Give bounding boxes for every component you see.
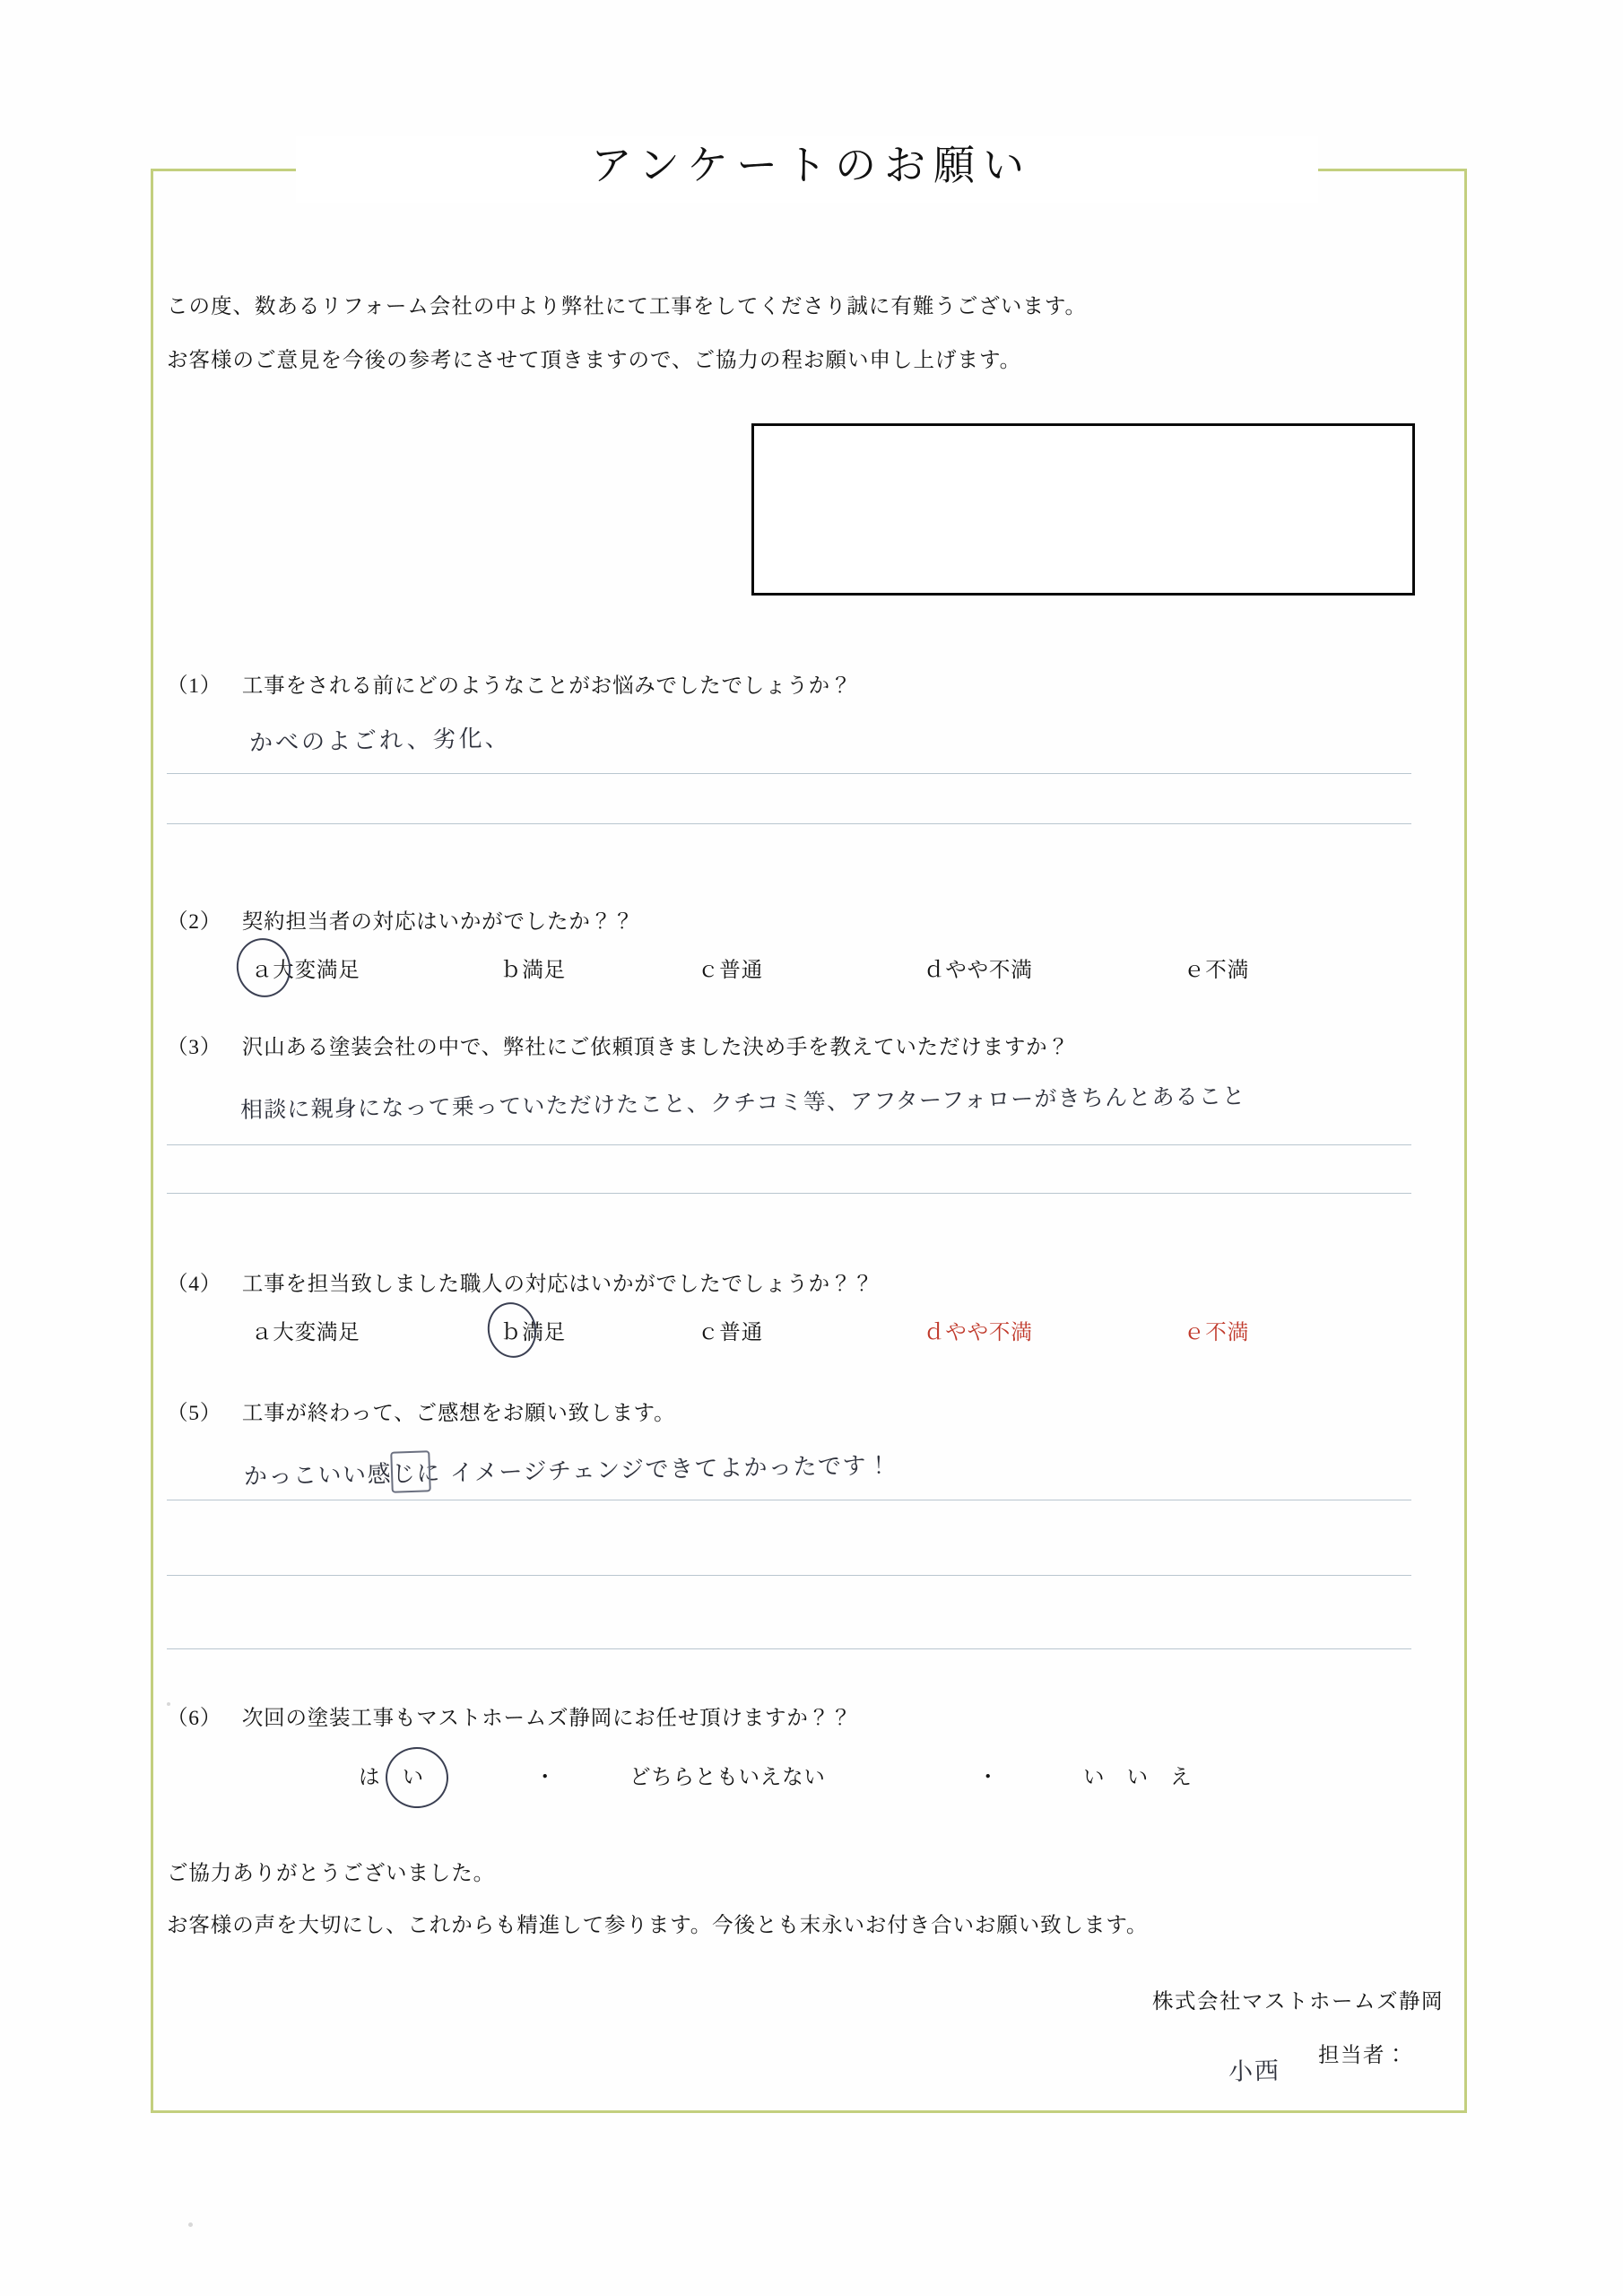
option-separator-1: ・ [534, 1766, 557, 1789]
option-2-a[interactable]: ａ大変満足 [251, 959, 360, 982]
option-4-c[interactable]: ｃ普通 [698, 1321, 763, 1344]
answer-rule [167, 1144, 1411, 1145]
question-5 [167, 1396, 675, 1426]
customer-name-box[interactable] [751, 423, 1415, 596]
option-2-e[interactable]: ｅ不満 [1184, 959, 1249, 982]
staff-name-handwriting: 小西 [1228, 2057, 1281, 2086]
option-2-d[interactable]: ｄやや不満 [924, 959, 1033, 982]
answer-rule [167, 823, 1411, 824]
staff-label: 担当者： [1318, 2044, 1408, 2067]
answer-rule [167, 1648, 1411, 1649]
question-1 [167, 668, 852, 699]
intro-paragraph [167, 280, 1404, 387]
option-4-b[interactable]: ｂ満足 [500, 1321, 566, 1344]
question-4-number: （4） [167, 1273, 222, 1296]
option-4-e[interactable]: ｅ不満 [1184, 1321, 1249, 1344]
option-6-neutral[interactable]: どちらともいえない [629, 1766, 826, 1789]
option-4-a[interactable]: ａ大変満足 [251, 1321, 360, 1344]
option-4-d[interactable]: ｄやや不満 [924, 1321, 1033, 1344]
question-4 [167, 1266, 874, 1297]
closing-line-1: ご協力ありがとうございました。 [167, 1862, 495, 1885]
option-6-yes[interactable]: は い [359, 1766, 424, 1789]
question-2 [167, 904, 634, 935]
handwriting-emphasis-box [390, 1450, 431, 1493]
intro-line-1: この度、数あるリフォーム会社の中より弊社にて工事をしてくださり誠に有難うございます。 [167, 295, 1087, 318]
option-separator-2: ・ [977, 1766, 1000, 1789]
answer-rule [167, 1193, 1411, 1194]
page-title: アンケートのお願い [590, 141, 1033, 189]
answer-1-handwriting: かべのよごれ、劣化、 [248, 725, 511, 757]
answer-5-handwriting: かっこいい感じに イメージチェンジできてよかったです！ [243, 1452, 892, 1491]
closing-paragraph [167, 1848, 1404, 1952]
question-3-text: 沢山ある塗装会社の中で、弊社にご依頼頂きました決め手を教えていただけますか？ [241, 1036, 1070, 1059]
option-2-b[interactable]: ｂ満足 [500, 959, 566, 982]
question-6-text: 次回の塗装工事もマストホームズ静岡にお任せ頂けますか？？ [241, 1707, 853, 1730]
question-2-text: 契約担当者の対応はいかがでしたか？？ [241, 910, 635, 934]
answer-rule [167, 773, 1411, 774]
question-4-text: 工事を担当致しました職人の対応はいかがでしたでしょうか？？ [241, 1273, 874, 1296]
question-5-text: 工事が終わって、ご感想をお願い致します。 [241, 1402, 676, 1425]
answer-rule [167, 1575, 1411, 1576]
question-2-number: （2） [167, 910, 222, 934]
company-name: 株式会社マストホームズ静岡 [1152, 1990, 1444, 2013]
closing-line-2: お客様の声を大切にし、これからも精進して参ります。今後とも末永いお付き合いお願い致します。 [167, 1914, 1149, 1937]
question-1-number: （1） [167, 674, 222, 698]
question-5-number: （5） [167, 1402, 222, 1425]
scan-speckle [188, 2222, 193, 2227]
question-6-number: （6） [167, 1707, 222, 1730]
option-2-c[interactable]: ｃ普通 [698, 959, 763, 982]
question-6 [167, 1700, 852, 1731]
option-6-no[interactable]: い い え [1083, 1766, 1193, 1789]
question-1-text: 工事をされる前にどのようなことがお悩みでしたでしょうか？ [241, 674, 853, 698]
intro-line-2: お客様のご意見を今後の参考にさせて頂きますので、ご協力の程お願い申し上げます。 [167, 349, 1022, 372]
question-3 [167, 1030, 1070, 1060]
answer-3-handwriting: 相談に親身になって乗っていただけたこと、クチコミ等、アフターフォローがきちんとあること [239, 1083, 1246, 1123]
question-3-number: （3） [167, 1036, 222, 1059]
